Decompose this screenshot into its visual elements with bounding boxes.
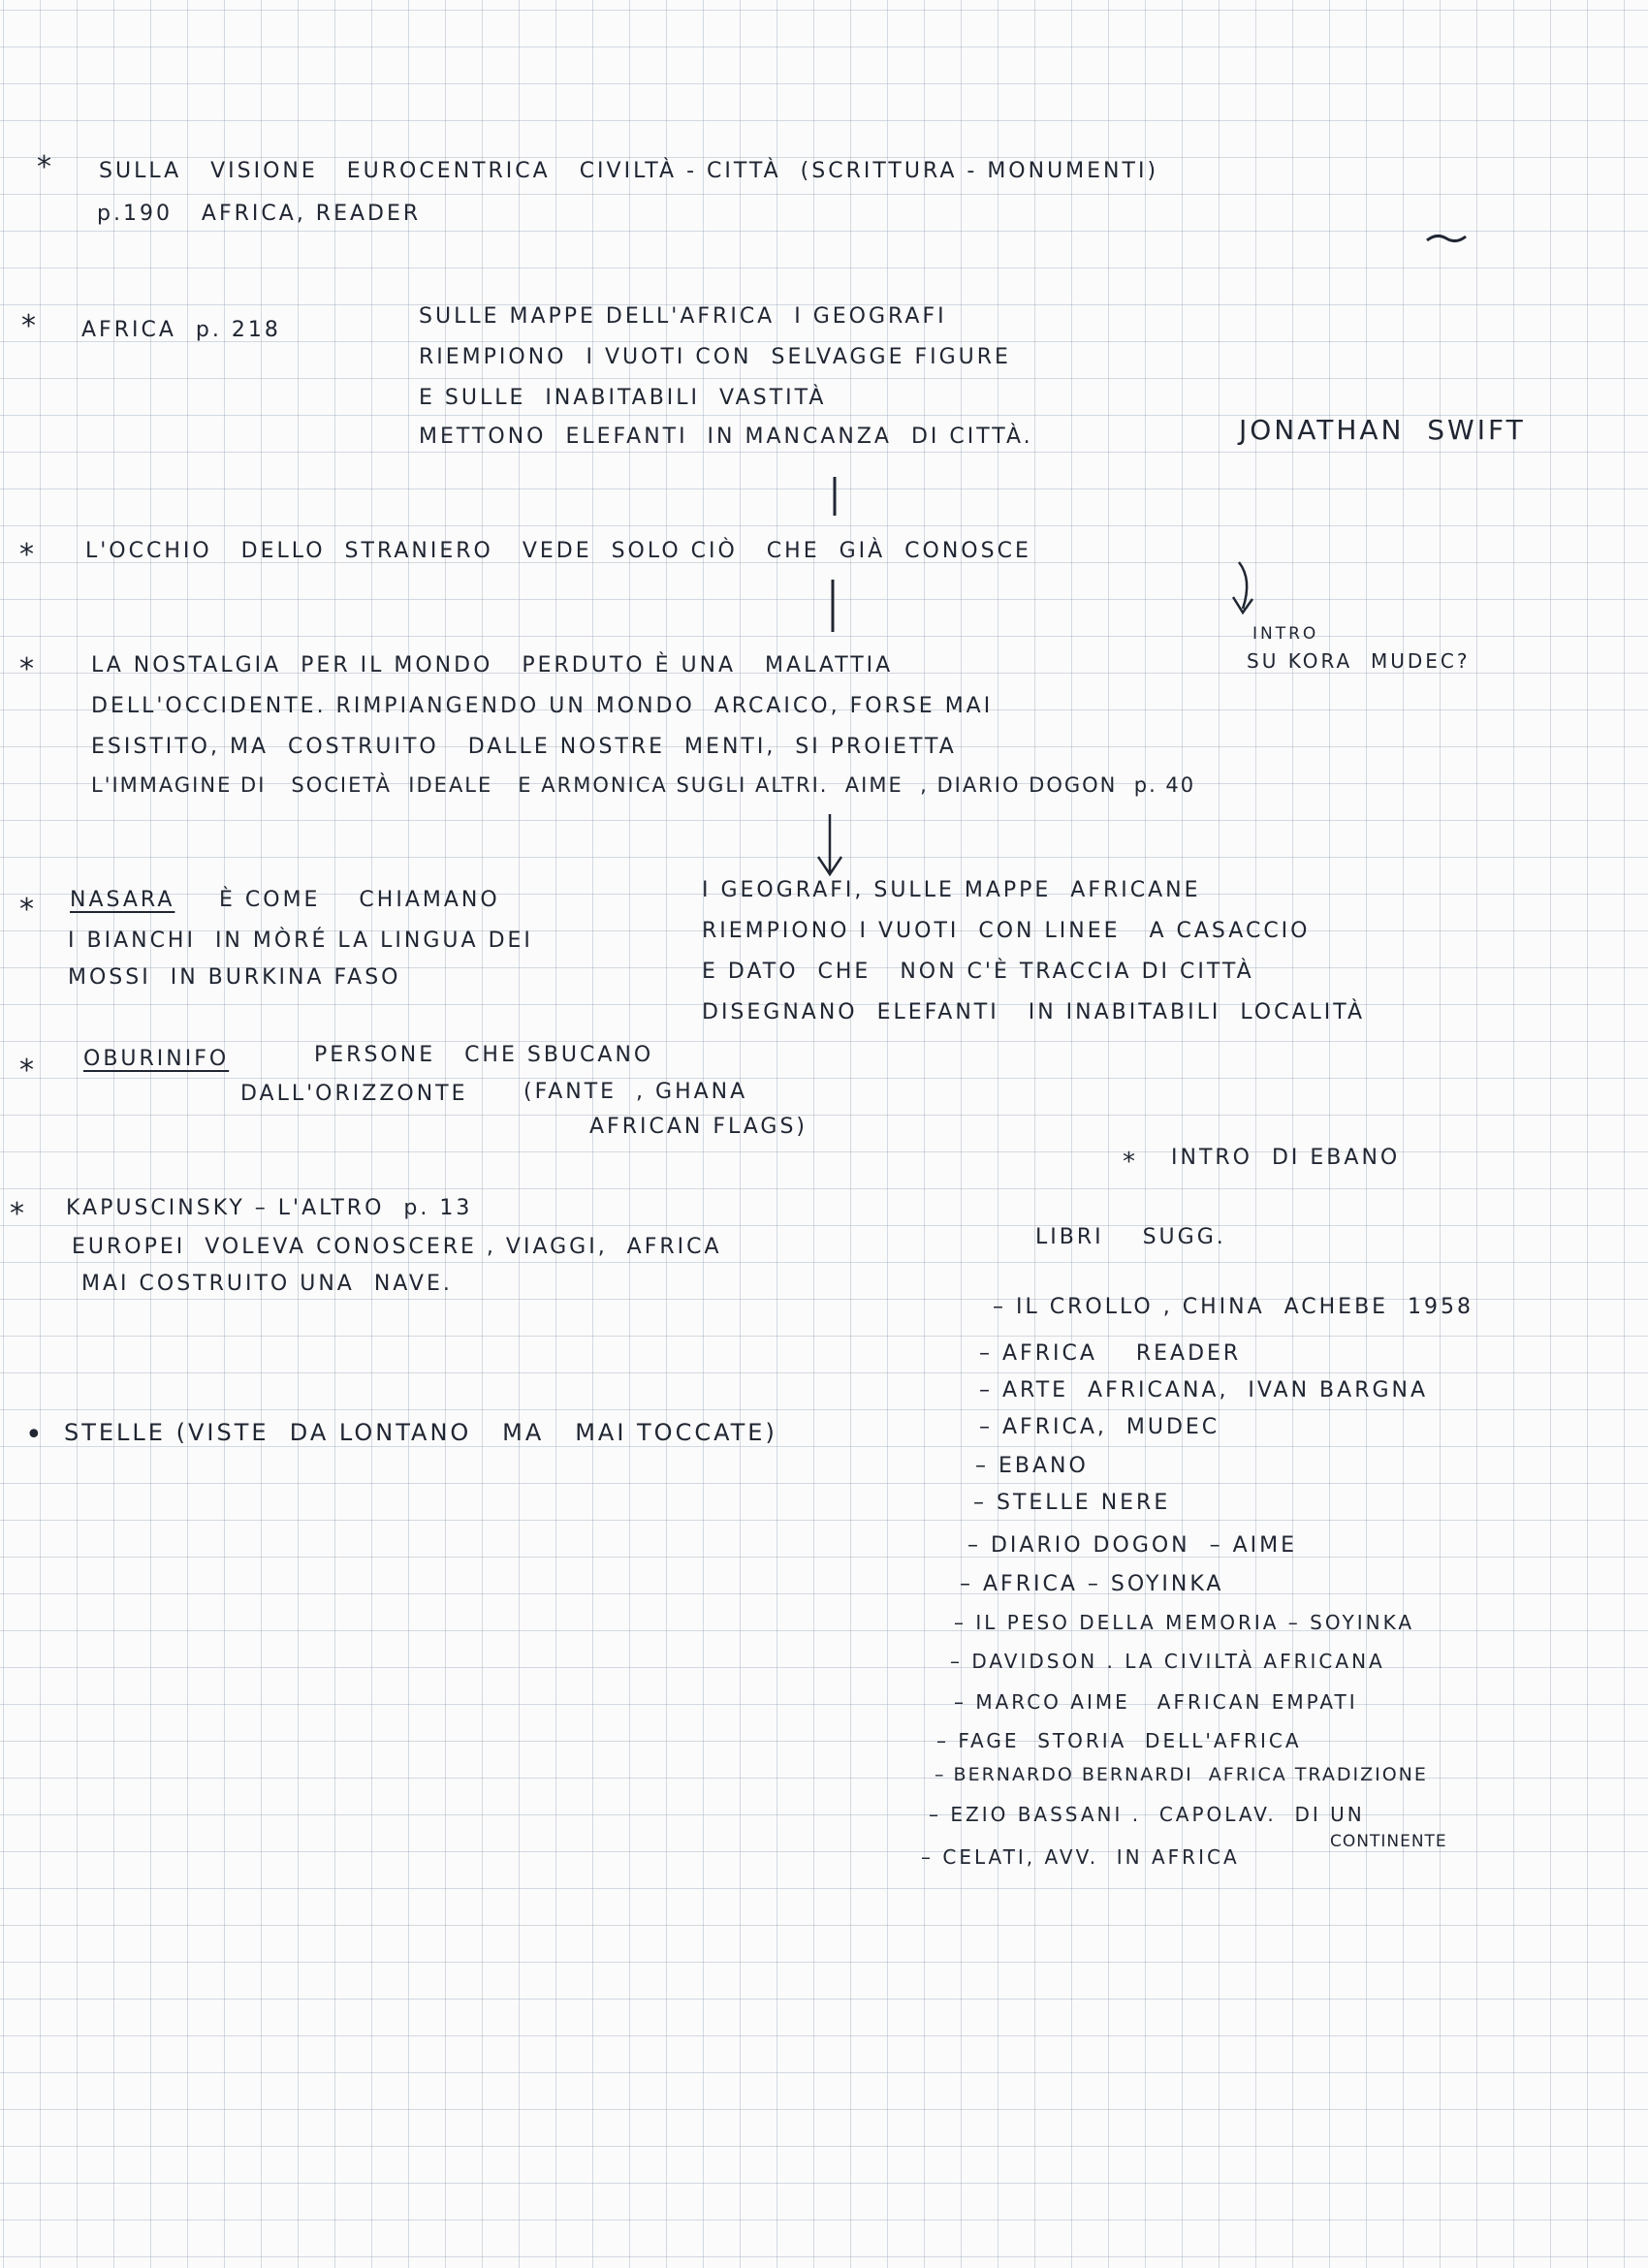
books-heading: LIBRI SUGG. [1035, 1225, 1226, 1249]
book-item: – CELATI, AVV. IN AFRICA [921, 1845, 1240, 1869]
note-3-marker: * [19, 538, 34, 572]
curved-arrow [1233, 562, 1252, 613]
book-item: – FAGE STORIA DELL'AFRICA [936, 1729, 1302, 1752]
side-note-line-2: SU KORA MUDEC? [1247, 649, 1471, 673]
note-6-line-2: RIEMPIONO I VUOTI CON LINEE A CASACCIO [702, 919, 1311, 943]
note-8-marker: * [10, 1197, 24, 1231]
note-5-line-3: MOSSI IN BURKINA FASO [68, 965, 401, 990]
note-7-line-2: DALL'ORIZZONTE [240, 1082, 468, 1106]
book-item: – AFRICA – SOYINKA [960, 1572, 1224, 1596]
book-item: – MARCO AIME AFRICAN EMPATI [954, 1690, 1358, 1714]
book-item: – EZIO BASSANI . CAPOLAV. DI UN [929, 1803, 1365, 1826]
book-item: – AFRICA READER [979, 1341, 1242, 1366]
note-7-source-line-2: AFRICAN FLAGS) [589, 1115, 808, 1139]
book-item: – DAVIDSON . LA CIVILTÀ AFRICANA [950, 1650, 1385, 1673]
book-item: – EBANO [975, 1454, 1089, 1478]
down-arrow [818, 814, 841, 874]
book-item: – BERNARDO BERNARDI AFRICA TRADIZIONE [935, 1764, 1428, 1785]
book-item: – DIARIO DOGON – AIME [967, 1533, 1298, 1558]
note-2-quote-line-2: RIEMPIONO I VUOTI CON SELVAGGE FIGURE [419, 345, 1011, 369]
note-7-source-line-1: (FANTE , GHANA [523, 1080, 748, 1104]
note-4-line-1: LA NOSTALGIA PER IL MONDO PERDUTO È UNA MALATTIA [91, 653, 894, 677]
note-1-line-2: p.190 AFRICA, READER [97, 202, 422, 226]
note-5-line-1: È COME CHIAMANO [219, 888, 500, 912]
book-item-continuation: CONTINENTE [1330, 1832, 1447, 1851]
note-2-quote-line-4: METTONO ELEFANTI IN MANCANZA DI CITTÀ. [419, 425, 1033, 449]
book-item: – STELLE NERE [973, 1491, 1171, 1515]
note-1-line-1: SULLA VISIONE EUROCENTRICA CIVILTÀ - CITTÀ (SCRITTURA - MONUMENTI) [99, 159, 1159, 183]
note-8-line-1: KAPUSCINSKY – L'ALTRO p. 13 [66, 1196, 473, 1220]
note-5-marker: * [19, 893, 34, 927]
note-1-marker: * [37, 150, 51, 184]
note-8-line-3: MAI COSTRUITO UNA NAVE. [81, 1272, 453, 1296]
note-9-text: STELLE (VISTE DA LONTANO MA MAI TOCCATE) [64, 1419, 777, 1446]
book-item: – AFRICA, MUDEC [979, 1415, 1220, 1439]
side-note-line-1: INTRO [1252, 624, 1319, 644]
note-7-marker: * [19, 1054, 34, 1087]
note-6-line-3: E DATO CHE NON C'È TRACCIA DI CITTÀ [702, 960, 1254, 984]
intro-ebano-text: INTRO DI EBANO [1171, 1146, 1401, 1170]
note-7-term: OBURINIFO [83, 1047, 230, 1071]
book-item: – IL PESO DELLA MEMORIA – SOYINKA [954, 1611, 1415, 1634]
note-6-line-1: I GEOGRAFI, SULLE MAPPE AFRICANE [702, 878, 1201, 902]
intro-ebano-marker: * [1123, 1148, 1135, 1177]
note-2-quote-line-1: SULLE MAPPE DELL'AFRICA I GEOGRAFI [419, 304, 947, 329]
note-3-text: L'OCCHIO DELLO STRANIERO VEDE SOLO CIÒ CHE GIÀ CONOSCE [85, 539, 1031, 563]
note-4-line-3: ESISTITO, MA COSTRUITO DALLE NOSTRE MENTI, SI PROIETTA [91, 735, 957, 759]
note-2-marker: * [21, 309, 36, 343]
note-8-line-2: EUROPEI VOLEVA CONOSCERE , VIAGGI, AFRICA [72, 1235, 722, 1259]
note-4-line-4: L'IMMAGINE DI SOCIETÀ IDEALE E ARMONICA SUGLI ALTRI. AIME , DIARIO DOGON p. 40 [91, 773, 1196, 797]
note-4-line-2: DELL'OCCIDENTE. RIMPIANGENDO UN MONDO ARCAICO, FORSE MAI [91, 694, 994, 718]
note-6-line-4: DISEGNANO ELEFANTI IN INABITABILI LOCALITÀ [702, 1000, 1366, 1024]
note-5-line-2: I BIANCHI IN MÒRÉ LA LINGUA DEI [68, 929, 533, 953]
note-5-term: NASARA [70, 888, 175, 912]
tilde-mark [1427, 236, 1466, 240]
book-item: – IL CROLLO , CHINA ACHEBE 1958 [993, 1295, 1474, 1319]
note-7-line-1: PERSONE CHE SBUCANO [314, 1043, 654, 1067]
note-2-reference: AFRICA p. 218 [81, 318, 281, 342]
note-2-author: JONATHAN SWIFT [1239, 414, 1526, 446]
note-9-marker: • [25, 1418, 43, 1452]
note-2-quote-line-3: E SULLE INABITABILI VASTITÀ [419, 386, 827, 410]
note-4-marker: * [19, 652, 34, 686]
book-item: – ARTE AFRICANA, IVAN BARGNA [979, 1378, 1429, 1402]
